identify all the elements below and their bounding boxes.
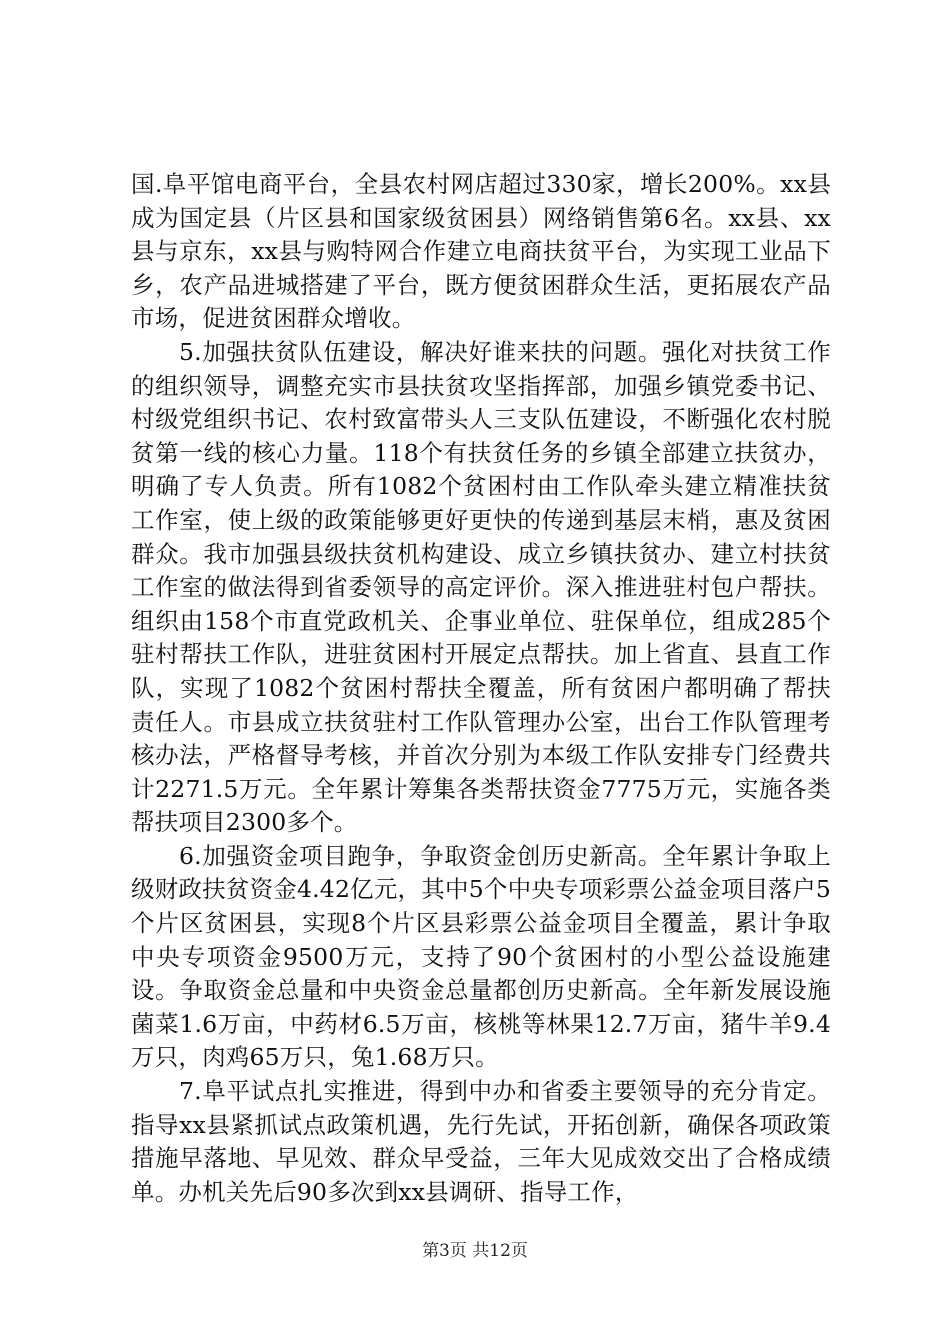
paragraph-item-6: 6.加强资金项目跑争，争取资金创历史新高。全年累计争取上级财政扶贫资金4.42亿元，其中5个中央专项彩票公益金项目落户5个片区贫困县，实现8个片区县彩票公益金项目全覆盖，累计争取中央专项资金9500万元，支持了90个贫困村的小型公益设施建设。争取资金总量和中央资金总量都创历史新高。全年新发展设施菌菜1.6万亩，中药材6.5万亩，核桃等林果12.7万亩，猪牛羊9.4万只，肉鸡65万只，兔1.68万只。 (131, 841, 831, 1072)
paragraph-item-5: 5.加强扶贫队伍建设，解决好谁来扶的问题。强化对扶贫工作的组织领导，调整充实市县扶贫攻坚指挥部，加强乡镇党委书记、村级党组织书记、农村致富带头人三支队伍建设，不断强化农村脱贫第一线的核心力量。118个有扶贫任务的乡镇全部建立扶贫办，明确了专人负责。所有1082个贫困村由工作队牵头建立精准扶贫工作室，使上级的政策能够更好更快的传递到基层末梢，惠及贫困群众。我市加强县级扶贫机构建设、成立乡镇扶贫办、建立村扶贫工作室的做法得到省委领导的高定评价。深入推进驻村包户帮扶。组织由158个市直党政机关、企事业单位、驻保单位，组成285个驻村帮扶工作队，进驻贫困村开展定点帮扶。加上省直、县直工作队，实现了1082个贫困村帮扶全覆盖，所有贫困户都明确了帮扶责任人。市县成立扶贫驻村工作队管理办公室，出台工作队管理考核办法，严格督导考核，并首次分别为本级工作队安排专门经费共计2271.5万元。全年累计筹集各类帮扶资金7775万元，实施各类帮扶项目2300多个。 (131, 337, 831, 837)
paragraph-item-7: 7.阜平试点扎实推进，得到中办和省委主要领导的充分肯定。指导xx县紧抓试点政策机遇，先行先试，开拓创新，确保各项政策措施早落地、早见效、群众早受益，三年大见成效交出了合格成绩单。办机关先后90多次到xx县调研、指导工作， (131, 1077, 831, 1206)
document-body (131, 168, 831, 1209)
page-footer: 第3页 共12页 (422, 1241, 528, 1261)
paragraph-continuation: 国.阜平馆电商平台，全县农村网店超过330家，增长200%。xx县成为国定县（片区县和国家级贫困县）网络销售第6名。xx县、xx县与京东，xx县与购特网合作建立电商扶贫平台，为实现工业品下乡，农产品进城搭建了平台，既方便贫困群众生活，更拓展农产品市场，促进贫困群众增收。 (131, 170, 831, 333)
